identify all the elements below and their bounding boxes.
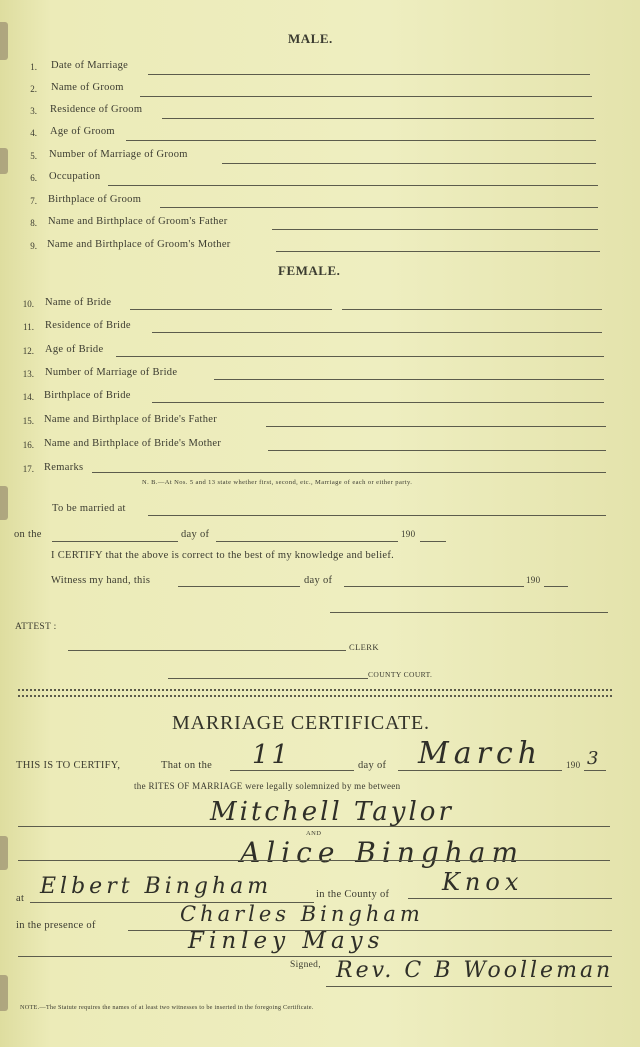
and-label: AND [306, 830, 322, 837]
fill-line [140, 96, 592, 97]
witness-1-value: Charles Bingham [180, 902, 424, 926]
fill-line [342, 309, 602, 310]
row-label: Age of Bride [45, 344, 104, 355]
attest-label: ATTEST : [15, 622, 57, 632]
marriage-month-value: March [418, 736, 543, 771]
certify-prefix: THIS IS TO CERTIFY, [16, 760, 121, 771]
binder-edge-mark [0, 836, 8, 870]
row-label: Birthplace of Bride [44, 390, 131, 401]
row-label: Name and Birthplace of Bride's Mother [44, 438, 222, 449]
fill-line [18, 826, 610, 827]
signature-line [330, 612, 608, 613]
fill-line [18, 860, 610, 861]
fill-line [92, 472, 606, 473]
row-label: Name and Birthplace of Groom's Father [48, 216, 228, 227]
rites-statement: the RITES OF MARRIAGE were legally solemnized by me between [134, 781, 401, 791]
row-label: Name of Bride [45, 297, 112, 308]
fill-line [544, 586, 568, 587]
row-label: Number of Marriage of Groom [49, 149, 188, 160]
fill-line [584, 770, 606, 771]
fill-line [18, 956, 612, 957]
ceremony-place-value: Elbert Bingham [40, 874, 273, 899]
fill-line [160, 207, 598, 208]
witness-2-value: Finley Mays [188, 928, 385, 954]
county-court-label: COUNTY COURT. [368, 670, 433, 679]
row-number: 1. [30, 62, 37, 72]
fill-line [178, 586, 300, 587]
male-section-heading: MALE. [288, 31, 333, 46]
fill-line [68, 650, 346, 651]
fill-line [52, 541, 178, 542]
row-number: 2. [30, 84, 37, 94]
row-number: 12. [22, 346, 34, 356]
day-of-label: day of [181, 529, 210, 540]
at-label: at [16, 893, 25, 904]
row-number: 14. [22, 392, 34, 402]
row-number: 7. [30, 196, 37, 206]
county-value: Knox [442, 868, 524, 896]
row-label: Name and Birthplace of Bride's Father [44, 414, 218, 425]
fill-line [276, 251, 600, 252]
row-number: 8. [30, 218, 37, 228]
signature-line [326, 986, 612, 987]
cert-day-of-label: day of [358, 760, 387, 771]
row-number: 3. [30, 106, 37, 116]
fill-line [152, 402, 604, 403]
fill-line [108, 185, 598, 186]
row-number: 5. [30, 151, 37, 161]
cert-year-prefix: 190 [566, 760, 581, 770]
row-number: 11. [23, 322, 34, 332]
marriage-day-value: 11 [252, 740, 292, 770]
row-number: 17. [22, 464, 34, 474]
signed-label: Signed, [290, 960, 321, 970]
fill-line [152, 332, 602, 333]
fill-line [162, 118, 594, 119]
fill-line [222, 163, 596, 164]
row-label: Number of Marriage of Bride [45, 367, 178, 378]
certificate-title: MARRIAGE CERTIFICATE. [172, 712, 430, 734]
row-label: Date of Marriage [51, 60, 129, 71]
clerk-label: CLERK [349, 642, 379, 652]
row-number: 13. [22, 369, 34, 379]
fill-line [408, 898, 612, 899]
in-county-label: in the County of [316, 889, 390, 900]
binder-edge-mark [0, 148, 8, 174]
witness-requirement-note: NOTE.—The Statute requires the names of at least two witnesses to be inserted in the foregoing Certificate. [20, 1004, 314, 1011]
row-label: Remarks [44, 462, 84, 473]
to-be-married-at-label: To be married at [52, 503, 126, 514]
groom-name-value: Mitchell Taylor [210, 797, 454, 827]
fill-line [168, 678, 368, 679]
on-the-label: on the [14, 529, 42, 540]
witness-day-of-label: day of [304, 575, 333, 586]
row-label: Residence of Bride [45, 320, 131, 331]
year-prefix-label: 190 [401, 529, 416, 539]
bride-name-value: Alice Bingham [240, 836, 525, 869]
row-number: 6. [30, 173, 37, 183]
fill-line [266, 426, 606, 427]
fill-line [130, 309, 332, 310]
row-label: Name of Groom [51, 82, 124, 93]
row-label: Age of Groom [50, 126, 115, 137]
fill-line [268, 450, 606, 451]
female-section-heading: FEMALE. [278, 263, 341, 278]
that-on-the-label: That on the [161, 760, 213, 771]
fill-line [344, 586, 524, 587]
row-label: Name and Birthplace of Groom's Mother [47, 239, 231, 250]
fill-line [214, 379, 604, 380]
fill-line [216, 541, 398, 542]
fill-line [116, 356, 604, 357]
row-label: Occupation [49, 171, 101, 182]
binder-edge-mark [0, 486, 8, 520]
row-number: 16. [22, 440, 34, 450]
section-divider [18, 689, 612, 697]
row-label: Residence of Groom [50, 104, 143, 115]
row-label: Birthplace of Groom [48, 194, 142, 205]
row-number: 15. [22, 416, 34, 426]
fill-line [148, 515, 606, 516]
in-presence-label: in the presence of [16, 920, 96, 931]
fill-line [126, 140, 596, 141]
row-number: 10. [22, 299, 34, 309]
fill-line [230, 770, 354, 771]
witness-hand-label: Witness my hand, this [51, 575, 151, 586]
witness-year-label: 190 [526, 575, 541, 585]
marriage-year-value: 3 [587, 748, 602, 769]
fill-line [420, 541, 446, 542]
certify-statement: I CERTIFY that the above is correct to the best of my knowledge and belief. [51, 550, 395, 561]
row-number: 9. [30, 241, 37, 251]
binder-edge-mark [0, 22, 8, 60]
row-number: 4. [30, 128, 37, 138]
fill-line [148, 74, 590, 75]
marriage-number-note: N. B.—At Nos. 5 and 13 state whether first, second, etc., Marriage of each or either party. [142, 479, 413, 486]
fill-line [272, 229, 598, 230]
binder-edge-mark [0, 975, 8, 1011]
officiant-signature: Rev. C B Woolleman [336, 958, 614, 983]
